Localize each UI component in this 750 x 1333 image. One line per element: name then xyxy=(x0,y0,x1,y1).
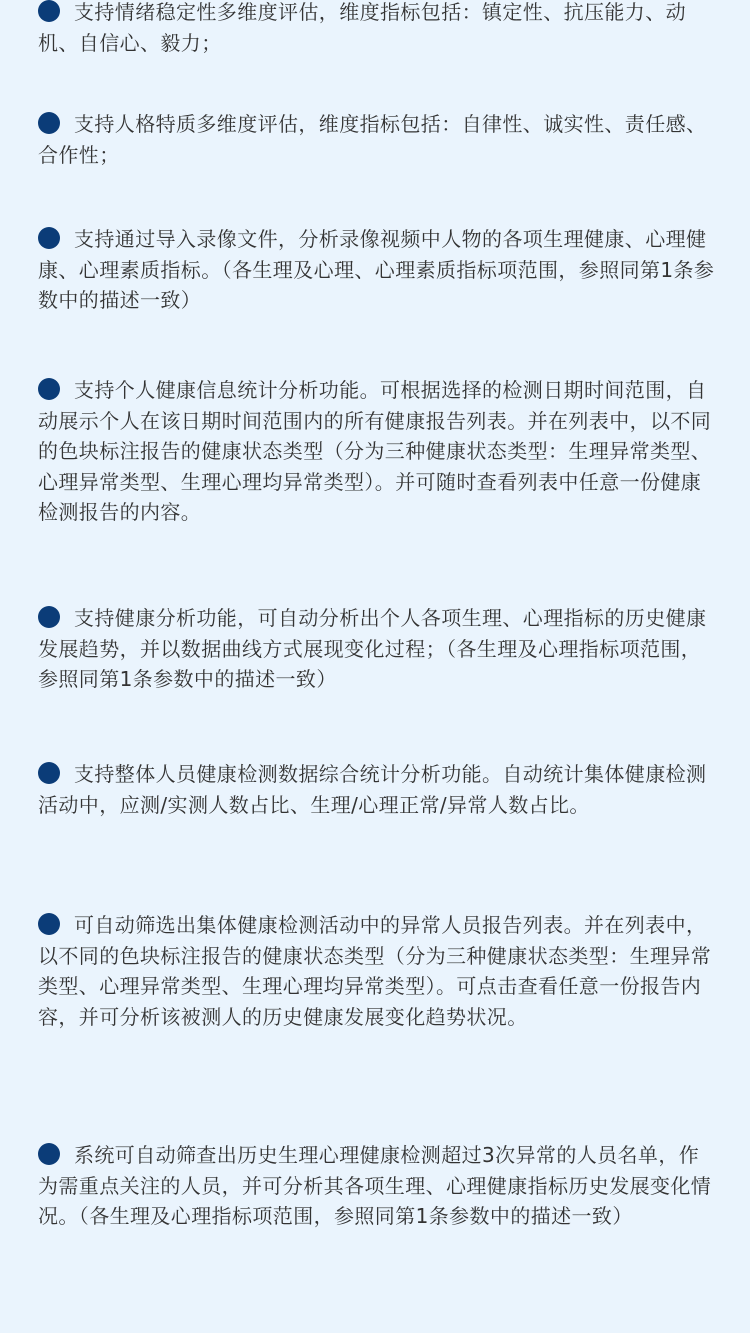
feature-text: 系统可自动筛查出历史生理心理健康检测超过3次异常的人员名单，作为需重点关注的人员，并可分析其各项生理、心理健康指标历史发展变化情况。（各生理及心理指标项范围，参照同第1条参数中的描述一致） xyxy=(38,1143,712,1228)
bullet-icon xyxy=(38,0,60,22)
bullet-icon xyxy=(38,378,60,400)
feature-item xyxy=(38,910,718,1032)
feature-text: 支持健康分析功能，可自动分析出个人各项生理、心理指标的历史健康发展趋势，并以数据曲线方式展现变化过程；（各生理及心理指标项范围，参照同第1条参数中的描述一致） xyxy=(38,606,707,691)
feature-item xyxy=(38,0,718,58)
feature-text: 支持个人健康信息统计分析功能。可根据选择的检测日期时间范围，自动展示个人在该日期时间范围内的所有健康报告列表。并在列表中，以不同的色块标注报告的健康状态类型（分为三种健康状态类型：生理异常类型、心理异常类型、生理心理均异常类型）。并可随时查看列表中任意一份健康检测报告的内容。 xyxy=(38,378,712,524)
feature-item xyxy=(38,375,718,528)
bullet-icon xyxy=(38,1143,60,1165)
feature-text: 支持整体人员健康检测数据综合统计分析功能。自动统计集体健康检测活动中，应测/实测人数占比、生理/心理正常/异常人数占比。 xyxy=(38,762,707,817)
feature-text: 支持情绪稳定性多维度评估，维度指标包括：镇定性、抗压能力、动机、自信心、毅力； xyxy=(38,0,686,55)
bullet-icon xyxy=(38,762,60,784)
feature-item xyxy=(38,1140,718,1232)
bullet-icon xyxy=(38,112,60,134)
feature-item xyxy=(38,109,718,170)
bullet-icon xyxy=(38,606,60,628)
feature-text: 支持通过导入录像文件，分析录像视频中人物的各项生理健康、心理健康、心理素质指标。（各生理及心理、心理素质指标项范围，参照同第1条参数中的描述一致） xyxy=(38,227,715,312)
bullet-icon xyxy=(38,227,60,249)
feature-text: 可自动筛选出集体健康检测活动中的异常人员报告列表。并在列表中，以不同的色块标注报告的健康状态类型（分为三种健康状态类型：生理异常类型、心理异常类型、生理心理均异常类型）。可点击查看任意一份报告内容，并可分析该被测人的历史健康发展变化趋势状况。 xyxy=(38,913,712,1029)
feature-item xyxy=(38,224,718,316)
feature-item xyxy=(38,603,718,695)
feature-text: 支持人格特质多维度评估，维度指标包括：自律性、诚实性、责任感、合作性； xyxy=(38,112,707,167)
feature-item xyxy=(38,759,718,820)
bullet-icon xyxy=(38,913,60,935)
